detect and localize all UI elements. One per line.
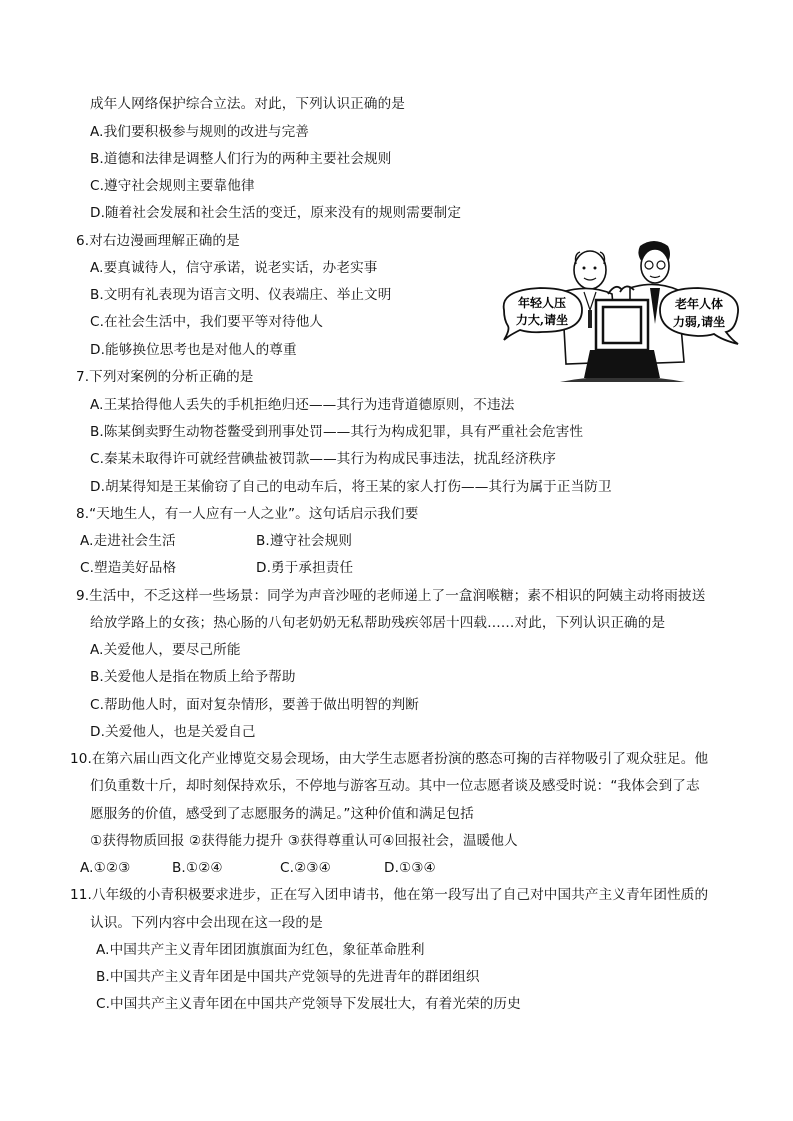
q8-option-d: D.勇于承担责任 bbox=[256, 560, 354, 576]
q6-option-c: C.在社会生活中，我们要平等对待他人 bbox=[90, 314, 324, 330]
q9-stem-line-2: 给放学路上的女孩；热心肠的八旬老奶奶无私帮助残疾邻居十四载……对此，下列认识正确的是 bbox=[90, 615, 666, 631]
q9-stem-line-1: 9.生活中，不乏这样一些场景：同学为声音沙哑的老师递上了一盒润喉糖；素不相识的阿姨主动将雨披送 bbox=[76, 588, 706, 604]
q8-option-c: C.塑造美好品格 bbox=[80, 560, 177, 576]
q10-stem-line-3: 愿服务的价值，感受到了志愿服务的满足。”这种价值和满足包括 bbox=[90, 806, 474, 822]
comic-illustration bbox=[500, 232, 742, 384]
bubble-right-line-2: 力弱,请坐 bbox=[672, 315, 726, 329]
q10-option-d: D.①③④ bbox=[384, 860, 436, 876]
q7-option-c: C.秦某未取得许可就经营碘盐被罚款——其行为构成民事违法，扰乱经济秩序 bbox=[90, 451, 556, 467]
q5-option-a: A.我们要积极参与规则的改进与完善 bbox=[90, 124, 309, 140]
q6-option-a: A.要真诚待人，信守承诺，说老实话，办老实事 bbox=[90, 260, 378, 276]
q7-option-d: D.胡某得知是王某偷窃了自己的电动车后，将王某的家人打伤——其行为属于正当防卫 bbox=[90, 479, 612, 495]
q7-option-a: A.王某拾得他人丢失的手机拒绝归还——其行为违背道德原则，不违法 bbox=[90, 397, 515, 413]
q8-option-a: A.走进社会生活 bbox=[80, 533, 176, 549]
q11-option-b: B.中国共产主义青年团是中国共产党领导的先进青年的群团组织 bbox=[96, 969, 480, 985]
q8-option-b: B.遵守社会规则 bbox=[256, 533, 353, 549]
bubble-right-line-1: 老年人体 bbox=[674, 297, 724, 311]
old-man-head bbox=[574, 251, 606, 289]
q11-option-a: A.中国共产主义青年团团旗旗面为红色，象征革命胜利 bbox=[96, 942, 425, 958]
q10-option-a: A.①②③ bbox=[80, 860, 131, 876]
q10-option-b: B.①②④ bbox=[172, 860, 223, 876]
q9-option-b: B.关爱他人是指在物质上给予帮助 bbox=[90, 669, 296, 685]
q10-stem-line-2: 们负重数十斤，却时刻保持欢乐，不停地与游客互动。其中一位志愿者谈及感受时说：“我体会到了志 bbox=[90, 778, 700, 794]
q5-option-d: D.随着社会发展和社会生活的变迁，原来没有的规则需要制定 bbox=[90, 205, 462, 221]
q11-option-c: C.中国共产主义青年团在中国共产党领导下发展壮大，有着光荣的历史 bbox=[96, 996, 521, 1012]
q5-stem-continuation: 成年人网络保护综合立法。对此，下列认识正确的是 bbox=[90, 96, 405, 112]
q9-option-a: A.关爱他人，要尽己所能 bbox=[90, 642, 241, 658]
q11-stem-line-2: 认识。下列内容中会出现在这一段的是 bbox=[90, 915, 323, 931]
q8-stem: 8.“天地生人，有一人应有一人之业”。这句话启示我们要 bbox=[76, 506, 419, 522]
q10-items: ①获得物质回报 ②获得能力提升 ③获得尊重认可④回报社会，温暖他人 bbox=[90, 833, 518, 849]
q5-option-c: C.遵守社会规则主要靠他律 bbox=[90, 178, 255, 194]
comic-drawing bbox=[500, 232, 742, 384]
q5-option-b: B.道德和法律是调整人们行为的两种主要社会规则 bbox=[90, 151, 392, 167]
q6-option-d: D.能够换位思考也是对他人的尊重 bbox=[90, 342, 297, 358]
bubble-left-line-1: 年轻人压 bbox=[517, 296, 567, 310]
q6-option-b: B.文明有礼表现为语言文明、仪表端庄、举止文明 bbox=[90, 287, 392, 303]
q7-option-b: B.陈某倒卖野生动物苍鳖受到刑事处罚——其行为构成犯罪，具有严重社会危害性 bbox=[90, 424, 584, 440]
q6-stem: 6.对右边漫画理解正确的是 bbox=[76, 233, 240, 249]
q10-option-c: C.②③④ bbox=[280, 860, 331, 876]
q11-stem-line-1: 11.八年级的小青积极要求进步，正在写入团申请书，他在第一段写出了自己对中国共产主义青年团性质的 bbox=[70, 887, 709, 903]
comic-seat-base bbox=[584, 350, 660, 378]
q7-stem: 7.下列对案例的分析正确的是 bbox=[76, 369, 254, 385]
bubble-left-line-2: 力大,请坐 bbox=[515, 313, 569, 327]
q10-stem-line-1: 10.在第六届山西文化产业博览交易会现场，由大学生志愿者扮演的憨态可掬的吉祥物吸引了观众驻足。他 bbox=[70, 751, 709, 767]
q9-option-d: D.关爱他人，也是关爱自己 bbox=[90, 724, 256, 740]
q9-option-c: C.帮助他人时，面对复杂情形，要善于做出明智的判断 bbox=[90, 697, 419, 713]
